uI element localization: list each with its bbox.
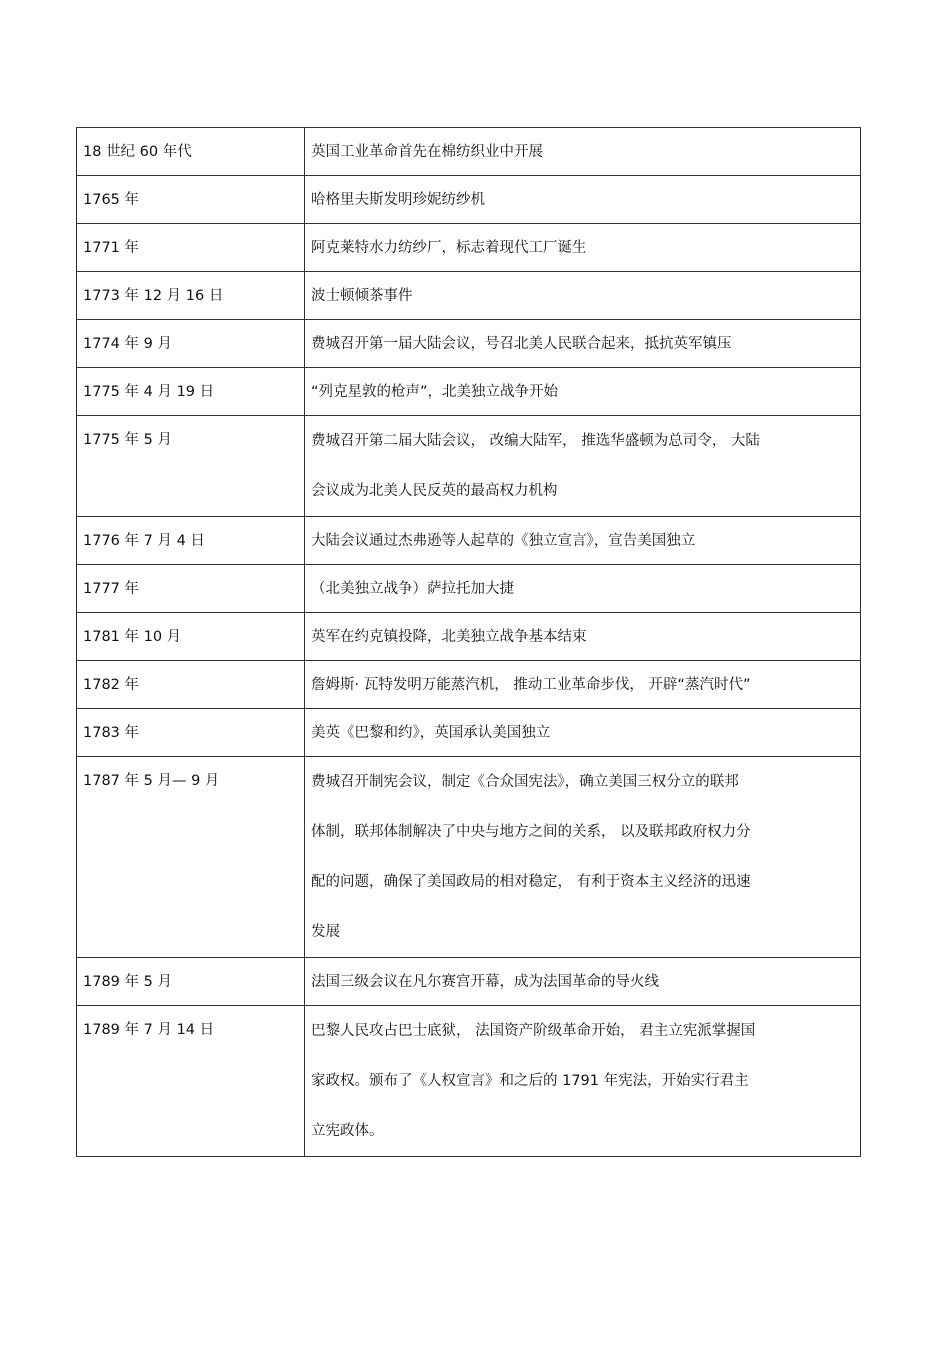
date-text: 1776 年 7 月 4 日 [83,533,205,549]
event-cell [305,416,861,517]
date-cell [77,128,305,176]
date-text: 1787 年 5 月— 9 月 [83,773,220,789]
date-cell [77,958,305,1006]
event-cell [305,176,861,224]
date-text: 1775 年 4 月 19 日 [83,384,215,400]
event-cell [305,128,861,176]
table-row [77,709,861,757]
date-cell [77,272,305,320]
event-cell [305,565,861,613]
event-text [305,757,860,957]
event-text: 英军在约克镇投降，北美独立战争基本结束 [311,629,587,645]
date-text: 1773 年 12 月 16 日 [83,288,224,304]
event-text: 詹姆斯· 瓦特发明万能蒸汽机， 推动工业革命步伐， 开辟“蒸汽时代” [311,677,751,693]
date-cell [77,1006,305,1157]
date-text: 1775 年 5 月 [83,432,172,448]
date-cell [77,224,305,272]
date-text: 1765 年 [83,192,140,208]
date-cell [77,613,305,661]
date-text: 1782 年 [83,677,140,693]
date-text: 1781 年 10 月 [83,629,182,645]
table-row [77,1006,861,1157]
event-text: “列克星敦的枪声”，北美独立战争开始 [311,384,559,400]
table-row [77,958,861,1006]
date-cell [77,176,305,224]
event-line: 立宪政体。 [311,1123,384,1139]
table-row [77,416,861,517]
date-cell [77,661,305,709]
table-row [77,565,861,613]
event-cell [305,368,861,416]
event-line: 巴黎人民攻占巴士底狱， 法国资产阶级革命开始， 君主立宪派掌握国 [311,1023,756,1039]
event-text [305,1006,860,1156]
timeline-table [76,127,861,1157]
event-line: 费城召开第二届大陆会议， 改编大陆军， 推选华盛顿为总司令， 大陆 [311,433,760,449]
date-text: 1771 年 [83,240,140,256]
event-line: 家政权。颁布了《人权宣言》和之后的 1791 年宪法，开始实行君主 [311,1073,749,1089]
table-row [77,128,861,176]
table-row [77,224,861,272]
event-cell [305,517,861,565]
event-line: 会议成为北美人民反英的最高权力机构 [311,483,558,499]
table-row [77,517,861,565]
timeline-rows [77,128,861,1157]
event-text: 法国三级会议在凡尔赛宫开幕，成为法国革命的导火线 [311,974,659,990]
date-cell [77,368,305,416]
event-cell [305,709,861,757]
event-text: 英国工业革命首先在棉纺织业中开展 [311,144,543,160]
date-cell [77,565,305,613]
event-cell [305,661,861,709]
event-text: 费城召开第一届大陆会议，号召北美人民联合起来，抵抗英军镇压 [311,336,732,352]
event-line: 发展 [311,924,340,940]
event-line: 费城召开制宪会议，制定《合众国宪法》，确立美国三权分立的联邦 [311,774,739,790]
event-text: 哈格里夫斯发明珍妮纺纱机 [311,192,485,208]
date-text: 1789 年 5 月 [83,974,172,990]
event-line: 体制，联邦体制解决了中央与地方之间的关系， 以及联邦政府权力分 [311,824,751,840]
date-cell [77,757,305,958]
event-cell [305,272,861,320]
event-text: 阿克莱特水力纺纱厂，标志着现代工厂诞生 [311,240,587,256]
event-cell [305,613,861,661]
event-cell [305,958,861,1006]
date-text: 1789 年 7 月 14 日 [83,1022,215,1038]
date-cell [77,320,305,368]
table-row [77,176,861,224]
date-text: 1777 年 [83,581,140,597]
event-cell [305,320,861,368]
table-row [77,661,861,709]
event-text: 波士顿倾茶事件 [311,288,413,304]
event-text: 大陆会议通过杰弗逊等人起草的《独立宣言》，宣告美国独立 [311,533,696,549]
date-cell [77,517,305,565]
event-cell [305,1006,861,1157]
table-row [77,272,861,320]
table-row [77,320,861,368]
date-text: 1783 年 [83,725,140,741]
event-line: 配的问题，确保了美国政局的相对稳定， 有利于资本主义经济的迅速 [311,874,751,890]
event-text: （北美独立战争）萨拉托加大捷 [311,581,514,597]
event-cell [305,224,861,272]
event-text [305,416,860,516]
date-cell [77,416,305,517]
table-row [77,368,861,416]
table-row [77,757,861,958]
event-text: 美英《巴黎和约》，英国承认美国独立 [311,725,551,741]
date-text: 1774 年 9 月 [83,336,172,352]
date-cell [77,709,305,757]
date-text: 18 世纪 60 年代 [83,144,192,160]
event-cell [305,757,861,958]
table-row [77,613,861,661]
